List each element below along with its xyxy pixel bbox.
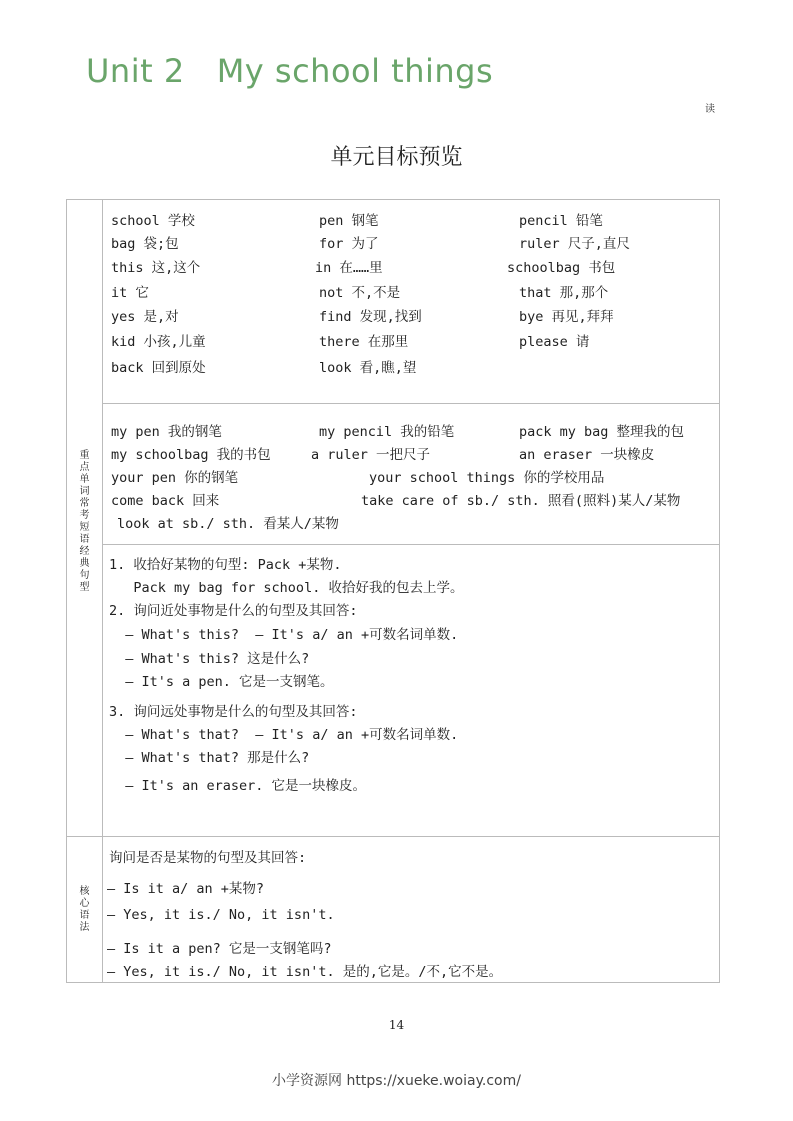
phrase-item: pack my bag 整理我的包 xyxy=(519,424,685,440)
page-number: 14 xyxy=(388,1018,405,1032)
phrase-item: a ruler 一把尺子 xyxy=(311,447,431,463)
sentence-line: — It's an eraser. 它是一块橡皮。 xyxy=(109,778,367,794)
unit-title: Unit 2 My school things xyxy=(86,52,494,90)
phrase-item: come back 回来 xyxy=(111,493,220,509)
column-divider xyxy=(102,200,103,982)
phrase-item: your school things 你的学校用品 xyxy=(369,470,605,486)
goals-table xyxy=(66,199,720,983)
phrase-item: my schoolbag 我的书包 xyxy=(111,447,271,463)
vocab-item: look 看,瞧,望 xyxy=(319,360,417,376)
grammar-line: 询问是否是某物的句型及其回答: xyxy=(109,850,307,866)
site-footer: 小学资源网 https://xueke.woiay.com/ xyxy=(272,1073,521,1089)
vocab-item: yes 是,对 xyxy=(111,309,179,325)
vocab-item: in 在……里 xyxy=(315,260,383,276)
vocab-item: please 请 xyxy=(519,334,590,350)
vocab-item: for 为了 xyxy=(319,236,379,252)
vocab-section-label: 重 点 单 词 常 考 短 语 经 典 句 型 xyxy=(79,450,90,593)
section-heading: 单元目标预览 xyxy=(330,145,463,170)
grammar-line: — Yes, it is./ No, it isn't. xyxy=(107,907,335,923)
vocab-item: find 发现,找到 xyxy=(319,309,422,325)
sentence-line: — What's this? — It's a/ an +可数名词单数. xyxy=(109,627,459,643)
vocab-item: schoolbag 书包 xyxy=(507,260,616,276)
vocab-item: pencil 铅笔 xyxy=(519,213,603,229)
sentence-line: — What's this? 这是什么? xyxy=(109,651,310,667)
phrase-item: my pencil 我的铅笔 xyxy=(319,424,455,440)
grammar-line: — Is it a/ an +某物? xyxy=(107,881,265,897)
sentence-line: 1. 收拾好某物的句型: Pack +某物. xyxy=(109,557,342,573)
phrase-item: take care of sb./ sth. 照看(照料)某人/某物 xyxy=(361,493,681,509)
vocab-item: there 在那里 xyxy=(319,334,409,350)
vocab-item: bag 袋;包 xyxy=(111,236,179,252)
vocab-item: not 不,不是 xyxy=(319,285,401,301)
vocab-item: ruler 尺子,直尺 xyxy=(519,236,630,252)
phrase-item: look at sb./ sth. 看某人/某物 xyxy=(117,516,339,532)
row-divider xyxy=(67,836,719,837)
sentence-line: Pack my bag for school. 收拾好我的包去上学。 xyxy=(109,580,464,596)
sentence-line: — It's a pen. 它是一支钢笔。 xyxy=(109,674,334,690)
vocab-item: kid 小孩,儿童 xyxy=(111,334,206,350)
sentence-line: — What's that? — It's a/ an +可数名词单数. xyxy=(109,727,459,743)
grammar-line: — Yes, it is./ No, it isn't. 是的,它是。/不,它不是。 xyxy=(107,964,503,980)
phrase-item: your pen 你的钢笔 xyxy=(111,470,239,486)
vocab-item: that 那,那个 xyxy=(519,285,609,301)
phrase-item: my pen 我的钢笔 xyxy=(111,424,222,440)
grammar-section-label: 核 心 语 法 xyxy=(79,886,90,933)
vocab-item: school 学校 xyxy=(111,213,195,229)
vocab-item: back 回到原处 xyxy=(111,360,206,376)
phrase-item: an eraser 一块橡皮 xyxy=(519,447,655,463)
vocab-item: bye 再见,拜拜 xyxy=(519,309,614,325)
sentence-line: 2. 询问近处事物是什么的句型及其回答: xyxy=(109,603,358,619)
row-divider xyxy=(102,403,719,404)
sentence-line: — What's that? 那是什么? xyxy=(109,750,310,766)
vocab-item: this 这,这个 xyxy=(111,260,201,276)
corner-mark: 读 xyxy=(705,104,715,115)
row-divider xyxy=(102,544,719,545)
sentence-line: 3. 询问远处事物是什么的句型及其回答: xyxy=(109,704,358,720)
grammar-line: — Is it a pen? 它是一支钢笔吗? xyxy=(107,941,332,957)
vocab-item: pen 钢笔 xyxy=(319,213,379,229)
vocab-item: it 它 xyxy=(111,285,149,301)
